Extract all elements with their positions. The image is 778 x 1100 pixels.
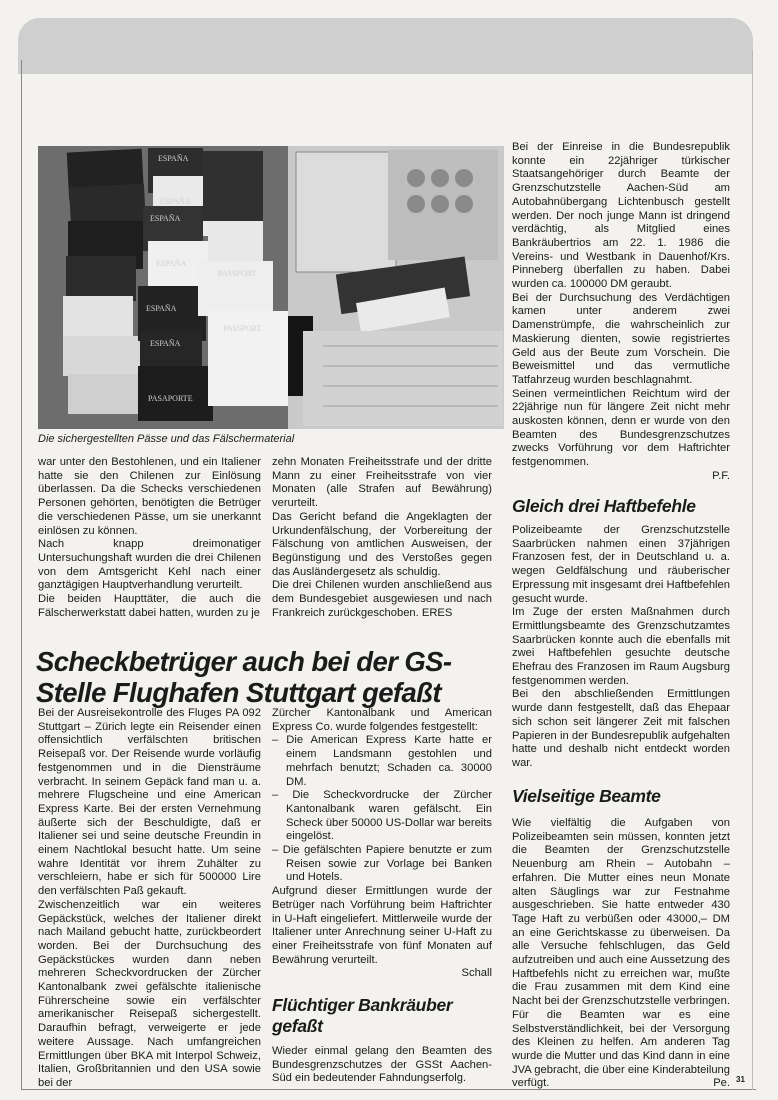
article3-col3 [512,141,730,484]
paragraph: Polizeibeamte der Grenzschutzstelle Saarbrücken nahmen einen 37jährigen Franzosen fest, der in Deutschland u. a. wegen Geldfälschung und räuberischer Erpressung mit insgesamt drei Haftbefehlen gesucht wurde. [512,524,730,605]
paragraph: Wieder einmal gelang den Beamten des Bundesgrenzschutzes der GSSt Aachen-Süd ein bedeutender Fahndungserfolg. [272,1045,492,1085]
author-signature: Pe. [713,1077,730,1090]
main-headline: Scheckbetrüger auch bei der GS-Stelle Flughafen Stuttgart gefaßt [36,646,452,708]
headline-haftbefehle: Gleich drei Haftbefehle [512,496,696,516]
passport-label: ESPAÑA [156,259,187,268]
page-number: 31 [736,1075,745,1084]
paragraph: zehn Monaten Freiheitsstrafe und der dritte Mann zu einer Freiheitsstrafe von vier Monaten (alle Strafen auf Bewährung) verurteilt. [272,456,492,510]
passport-label: ESPAÑA [150,214,181,223]
paragraph: Bei der Ausreisekontrolle des Fluges PA 092 Stuttgart – Zürich legte ein Reisender einen offensichtlich verfälschten britischen Reisepaß vor. Der Reisende wurde vorläufig festgenommen und in die Diensträume verbracht. In seinem Gepäck fand man u. a. mehrere Flugscheine und eine American Express Karte. Bei der ersten Vernehmung äußerte sich der Beschuldigte, daß er Italiener sei und seine deutsche Freundin in einem Nachtlokal besucht hatte. Um seine wahre Identität vor ihrem Zuhälter zu verschleiern, habe er sich für 500000 Lire den verfälschten Paß gekauft. [38,707,261,898]
article2-col1 [38,707,261,1091]
author-signature: P.F. [712,469,730,482]
passport-label: ESPAÑA [160,197,191,206]
headline-bankraeuber: Flüchtiger Bankräuber gefaßt [272,995,453,1036]
paragraph: Im Zuge der ersten Maßnahmen durch Ermittlungsbeamte des Grenzschutzamtes Saarbrücken konnte auch die ebenfalls mit zwei Haftbefehlen gesuchte deutsche Ehefrau des Franzosen im Raum Augsburg festgenommen werden. [512,606,730,687]
paragraph: Die beiden Haupttäter, die auch die Fälscherwerkstatt dabei hatten, wurden zu je [38,593,261,619]
paragraph: Bei den abschließenden Ermittlungen wurde dann festgestellt, daß das Ehepaar sich schon seit längerer Zeit mit falschen Papieren in der Bundesrepublik aufgehalten hatte und deshalb nicht entdeckt worden war. [512,688,730,769]
paragraph: war unter den Bestohlenen, und ein Italiener hatte sie den Chilenen zur Einlösung überlassen. Da die Schecks verschiedenen Personen gehörten, benötigten die Betrüger die verschiedenen Pässe, um sie unerkannt einlösen zu können. [38,456,261,537]
article2-col2 [272,707,492,981]
list-item: – Die Scheckvordrucke der Zürcher Kantonalbank waren gefälscht. Ein Scheck über 50000 US-Dollar war bereits eingelöst. [272,789,492,843]
paragraph: Bei der Durchsuchung des Verdächtigen kamen unter anderem zwei Damenstrümpfe, die wahrscheinlich zur Maskierung dienten, sowie registriertes Geld aus der Beute zum Vorschein. Die Beweismittel und das vermutliche Tatfahrzeug wurden beschlagnahmt. [512,291,730,386]
photo-caption: Die sichergestellten Pässe und das Fälschermaterial [38,433,295,445]
passport-label: PASAPORTE [148,394,193,403]
paragraph: Bei der Einreise in die Bundesrepublik konnte ein 22jähriger türkischer Staatsangehöriger durch Beamte der Grenzschutzstelle Aachen-Süd am Autobahnübergang Lichtenbusch gestellt werden. Der noch junge Mann ist dringend verdächtig, als Mitglied eines Bankräubertrios am 22. 1. 1986 die Vereins- und Westbank in Dauenhof/Krs. Pinneberg überfallen zu haben. Dabei wurden ca. 100000 DM geraubt. [512,141,730,291]
author-signature: ERES [421,606,453,619]
signature-line [272,967,492,981]
article4-col3 [512,524,730,771]
left-rule [21,60,22,1090]
paragraph: Das Gericht befand die Angeklagten der Urkundenfälschung, der Vorbereitung der Fälschung von amtlichen Ausweisen, der Begünstigung und des Verstoßes gegen das Ausländergesetz als schuldig. [272,510,492,578]
article5-col3 [512,817,730,1091]
paragraph [512,817,730,1091]
paragraph: Zürcher Kantonalbank und American Express Co. wurde folgendes festgestellt: [272,707,492,733]
article1-col2 [272,456,492,620]
passport-label: ESPAÑA [150,339,181,348]
author-signature: Schall [461,967,492,980]
paragraph: Zwischenzeitlich war ein weiteres Gepäckstück, welches der Italiener direkt nach Mailand gebucht hatte, zurückbeordert worden. Bei der Durchsuchung des Gepäckstückes wurden dann neben mehreren Scheckvordrucken der Zürcher Kantonalbank zwei gefälschte italienische Führerscheine sowie ein verfälschter amerikanischer Reisepaß sichergestellt. Daraufhin befragt, verweigerte er jede weitere Aussage. Nach umfangreichen Ermittlungen über BKA mit Interpol Schweiz, Italien, Großbritannien und den USA sowie bei der [38,898,261,1089]
paragraph: Nach knapp dreimonatiger Untersuchungshaft wurden die drei Chilenen von dem Amtsgericht Kehl nach einer ganztägigen Hauptverhandlung verurteilt. [38,538,261,592]
passport-label: PASSPORT [218,269,257,278]
paragraph-text: Wie vielfältig die Aufgaben von Polizeibeamten sein müssen, konnten jetzt die Beamten der Grenzschutzstelle Neuenburg am Rhein – Autobahn – erfahren. Die Mutter eines neun Monate alten Säuglings war zur Festnahme ausgeschrieben. Sie hatte entweder 430 Tage Haft zu verbüßen oder 43000,– DM an eine Gerichtskasse zu überweisen. Da alle Versuche fehlschlugen, das Geld aufzutreiben und auch eine Aussetzung des Haftbefehls nicht zu erreichen war, mußte die Frau zusammen mit dem Kind eine Nacht bei der Grenzschutzstelle verbringen. Für die Beamten war es eine Selbstverständlichkeit, bei der Versorgung des Kleinen zu helfen. Am anderen Tag wurde die Mutter und das Kind dann in eine JVA gebracht, die über eine Kinderabteilung verfügt. [512,817,730,1090]
headline-beamte: Vielseitige Beamte [512,786,661,806]
passport-label: ESPAÑA [158,154,189,163]
passport-label: PASSPORT [223,324,262,333]
passports-illustration [38,146,504,429]
right-rule [752,50,753,1090]
article1-col1 [38,456,261,620]
page-header-band [18,18,753,74]
paragraph-text: Die drei Chilenen wurden anschließend aus dem Bundesgebiet ausgewiesen und nach Frankreich zurückgeschoben. [272,579,492,619]
evidence-photo [38,146,504,429]
paragraph [272,579,492,620]
findings-list [272,734,492,885]
passport-label: ESPAÑA [146,304,177,313]
signature-line [512,470,730,484]
list-item: – Die gefälschten Papiere benutzte er zum Reisen sowie zur Vorlage bei Banken und Hotels. [272,844,492,884]
paragraph: Seinen vermeintlichen Reichtum wird der 22jährige nun für längere Zeit nicht mehr auskosten können, denn er wurde von den Beamten des Bundesgrenzschutzes zwecks Vorführung vor dem Haftrichter festgenommen. [512,387,730,469]
article3-col2 [272,1045,492,1086]
list-item: – Die American Express Karte hatte er einem Landsmann gestohlen und mehrfach benutzt; Schaden ca. 30000 DM. [272,734,492,788]
paragraph: Aufgrund dieser Ermittlungen wurde der Betrüger nach Vorführung beim Haftrichter in U-Haft eingeliefert. Mittlerweile wurde der Italiener unter Anrechnung seiner U-Haft zu einer Freiheitsstrafe von fünf Monaten auf Bewährung verurteilt. [272,885,492,966]
